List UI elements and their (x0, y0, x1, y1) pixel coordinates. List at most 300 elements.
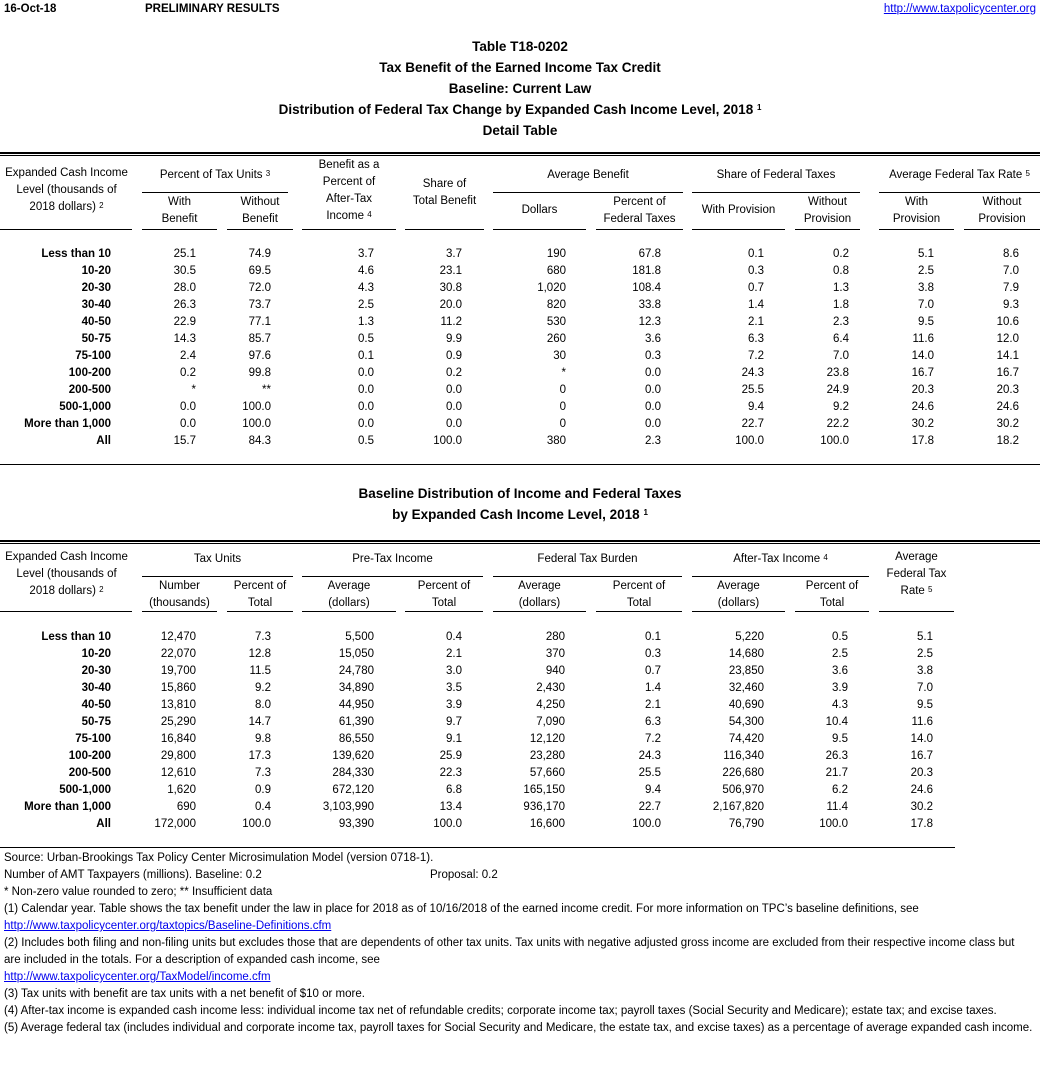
cell-value: 16.7 (996, 367, 1019, 379)
table-row (0, 816, 1040, 833)
cell-value: 23,280 (529, 750, 565, 762)
table-row (0, 697, 1040, 714)
cell-value: 0.0 (180, 401, 196, 413)
cell-value: 97.6 (248, 350, 271, 362)
baseline-label: Baseline: Current Law (448, 81, 592, 96)
cell-value: 0.7 (645, 665, 661, 677)
table-row (0, 331, 1040, 348)
cell-value: 0.0 (446, 384, 462, 396)
cell-value: 23.1 (439, 265, 462, 277)
cell-value: 3.8 (917, 665, 933, 677)
cell-value: 9.7 (446, 716, 462, 728)
table-row (0, 382, 1040, 399)
cell-value: 9.5 (832, 733, 848, 745)
header-with-benefit: With Benefit (161, 196, 198, 225)
row-label: 200-500 (68, 384, 111, 396)
cell-value: 40,690 (728, 699, 764, 711)
header-burden-pct: Percent of Total (612, 580, 666, 609)
report-date: 16-Oct-18 (4, 3, 57, 15)
cell-value: 0.4 (255, 801, 271, 813)
cell-value: 21.7 (825, 767, 848, 779)
cell-value: 2.5 (832, 648, 848, 660)
tpc-website-link[interactable]: http://www.taxpolicycenter.org (883, 3, 1036, 15)
cell-value: 7.2 (748, 350, 764, 362)
header-pct-fed-taxes: Percent of Federal Taxes (603, 196, 676, 225)
cell-value: 260 (546, 333, 566, 345)
cell-value: 11.6 (911, 716, 933, 728)
row-label: More than 1,000 (24, 801, 111, 813)
cell-value: 100.0 (819, 818, 848, 830)
cell-value: 0.5 (832, 631, 848, 643)
cell-value: 3.5 (446, 682, 462, 694)
header-percent-tax-units: Percent of Tax Units $^3$ (159, 169, 271, 181)
cell-value: 30.2 (910, 801, 933, 813)
cell-value: 0.0 (446, 418, 462, 430)
cell-value: 14.3 (173, 333, 196, 345)
cell-value: 12.8 (248, 648, 271, 660)
cell-value: 2.1 (748, 316, 764, 328)
table-row (0, 280, 1040, 297)
table-row (0, 629, 1040, 646)
cell-value: 172,000 (154, 818, 196, 830)
cell-value: 0.1 (645, 631, 661, 643)
cell-value: 30.5 (173, 265, 196, 277)
cell-value: 25.1 (173, 248, 196, 260)
asterisk-legend: * Non-zero value rounded to zero; ** Insufficient data (4, 886, 273, 898)
cell-value: 0.0 (645, 401, 661, 413)
cell-value: 7.2 (645, 733, 661, 745)
cell-value: 14.0 (911, 350, 934, 362)
cell-value: 24.6 (910, 784, 933, 796)
cell-value: 4.3 (358, 282, 374, 294)
cell-value: 16,600 (529, 818, 565, 830)
cell-value: 1.4 (645, 682, 661, 694)
cell-value: 14,680 (728, 648, 764, 660)
cell-value: 17.3 (248, 750, 271, 762)
cell-value: 100.0 (820, 435, 849, 447)
header-fed-tax-burden: Federal Tax Burden (537, 553, 638, 565)
row-label: Less than 10 (41, 248, 111, 260)
cell-value: 12,610 (160, 767, 196, 779)
footnotes (4, 850, 1034, 1037)
cell-value: 3,103,990 (322, 801, 374, 813)
cell-value: 11.2 (440, 316, 462, 328)
row-label: All (96, 818, 111, 830)
baseline-table-top-border (0, 540, 1040, 544)
header-burden-avg: Average (dollars) (518, 580, 561, 609)
baseline-definitions-link[interactable]: http://www.taxpolicycenter.org/taxtopics/Baseline-Definitions.cfm (4, 920, 332, 932)
cell-value: 3.7 (358, 248, 374, 260)
cell-value: 13.4 (439, 801, 462, 813)
cell-value: 820 (546, 299, 566, 311)
cell-value: 0.2 (446, 367, 462, 379)
row-label: 75-100 (75, 350, 111, 362)
cell-value: 1.3 (358, 316, 374, 328)
cell-value: 108.4 (632, 282, 661, 294)
row-label: More than 1,000 (24, 418, 111, 430)
header-rate-without-provision: Without Provision (978, 196, 1026, 225)
cell-value: 4.3 (832, 699, 848, 711)
cell-value: 2,430 (536, 682, 565, 694)
header-share-total-benefit: Share of Total Benefit (412, 178, 477, 207)
cell-value: 24.9 (826, 384, 849, 396)
amt-note: Number of AMT Taxpayers (millions). Baseline: 0.2 Proposal: 0.2 (4, 869, 498, 881)
header-share-fed-taxes: Share of Federal Taxes (716, 169, 836, 181)
cell-value: 22,070 (160, 648, 196, 660)
cell-value: 22.3 (439, 767, 462, 779)
cell-value: 100.0 (242, 418, 271, 430)
cell-value: 9.9 (446, 333, 462, 345)
cell-value: 14.0 (910, 733, 933, 745)
cell-value: 680 (546, 265, 566, 277)
cell-value: 1,620 (167, 784, 196, 796)
cell-value: 74,420 (728, 733, 764, 745)
cell-value: 29,800 (160, 750, 196, 762)
cell-value: 8.6 (1003, 248, 1019, 260)
cell-value: 30.2 (911, 418, 934, 430)
cell-value: 2.5 (917, 648, 933, 660)
cell-value: 0.1 (358, 350, 374, 362)
cell-value: 28.0 (173, 282, 196, 294)
cell-value: 1,020 (537, 282, 566, 294)
cell-value: 12,470 (160, 631, 196, 643)
cell-value: 13,810 (160, 699, 196, 711)
cell-value: 24.3 (638, 750, 661, 762)
cell-value: 16.7 (910, 750, 933, 762)
cell-value: 10.6 (996, 316, 1019, 328)
cell-value: 0.9 (255, 784, 271, 796)
cell-value: 25.5 (638, 767, 661, 779)
cell-value: 0.0 (446, 401, 462, 413)
cell-value: 33.8 (638, 299, 661, 311)
cell-value: 506,970 (722, 784, 764, 796)
cell-value: 7,090 (536, 716, 565, 728)
cell-value: 23.8 (826, 367, 849, 379)
table-row (0, 748, 1040, 765)
cell-value: 5.1 (918, 248, 934, 260)
table-row (0, 714, 1040, 731)
cell-value: 76,790 (728, 818, 764, 830)
table-row (0, 433, 1040, 450)
baseline-table-title: Baseline Distribution of Income and Federal Taxes by Expanded Cash Income Level, 2018 $^1$ (358, 486, 682, 522)
cell-value: 1.4 (748, 299, 764, 311)
table-row (0, 399, 1040, 416)
cell-value: 26.3 (825, 750, 848, 762)
cell-value: 3.9 (446, 699, 462, 711)
table-top-border (0, 152, 1040, 156)
cell-value: 11.4 (826, 801, 848, 813)
cell-value: 2.1 (645, 699, 661, 711)
cell-value: 9.5 (917, 699, 933, 711)
table-row (0, 646, 1040, 663)
cell-value: 9.5 (918, 316, 934, 328)
header-without-benefit: Without Benefit (240, 196, 280, 225)
cell-value: 5.1 (917, 631, 933, 643)
cell-value: 5,500 (345, 631, 374, 643)
cell-value: 15,860 (160, 682, 196, 694)
table-row (0, 246, 1040, 263)
row-label: 75-100 (75, 733, 111, 745)
header-pretax-income: Pre-Tax Income (352, 553, 433, 565)
cell-value: 7.3 (255, 767, 271, 779)
header-avg-fed-rate-2: Average Federal Tax Rate $^5$ (886, 551, 947, 597)
cell-value: 32,460 (728, 682, 764, 694)
cell-value: 6.8 (446, 784, 462, 796)
cell-value: 14.7 (248, 716, 271, 728)
table-number: Table T18-0202 (472, 39, 568, 54)
cell-value: 16,840 (160, 733, 196, 745)
cell-value: 0.0 (358, 418, 374, 430)
header-number-thousands: Number (thousands) (149, 580, 210, 609)
cell-value: 0.3 (645, 648, 661, 660)
row-label: 50-75 (81, 333, 111, 345)
cell-value: 23,850 (728, 665, 764, 677)
cell-value: * (191, 384, 196, 396)
cell-value: 54,300 (728, 716, 764, 728)
cell-value: 20.3 (996, 384, 1019, 396)
cell-value: 22.2 (826, 418, 849, 430)
header-rate-with-provision: With Provision (892, 196, 941, 225)
cell-value: 9.1 (446, 733, 462, 745)
cell-value: 4,250 (536, 699, 565, 711)
cell-value: 12.0 (996, 333, 1019, 345)
cell-value: 20.0 (439, 299, 462, 311)
cell-value: 0.3 (748, 265, 764, 277)
cell-value: 100.0 (433, 435, 462, 447)
row-label: 10-20 (81, 648, 111, 660)
cell-value: 57,660 (529, 767, 565, 779)
cell-value: 67.8 (638, 248, 661, 260)
cell-value: 12,120 (529, 733, 565, 745)
table-row (0, 297, 1040, 314)
cell-value: 19,700 (160, 665, 196, 677)
cell-value: 0 (559, 384, 566, 396)
cell-value: 116,340 (723, 750, 764, 762)
cell-value: 2.1 (446, 648, 462, 660)
cell-value: 86,550 (338, 733, 374, 745)
cell-value: 6.4 (833, 333, 849, 345)
footnote-2: (2) Includes both filing and non-filing units but excludes those that are dependents of other tax units. Tax units with negative adjusted gross income are excluded from their respective income class but are included in the totals. For a description of expanded cash income, see (4, 937, 1015, 966)
header-average-benefit: Average Benefit (547, 169, 629, 181)
cell-value: 9.2 (255, 682, 271, 694)
header-tax-units: Tax Units (193, 553, 242, 565)
header-pretax-pct: Percent of Total (417, 580, 471, 609)
cell-value: 940 (545, 665, 565, 677)
cell-value: 690 (176, 801, 196, 813)
cell-value: 10.4 (825, 716, 848, 728)
cell-value: 15,050 (338, 648, 374, 660)
table-title (0, 36, 1040, 141)
cell-value: 69.5 (248, 265, 271, 277)
table-row (0, 680, 1040, 697)
cell-value: 30.2 (996, 418, 1019, 430)
row-label: 500-1,000 (59, 784, 111, 796)
cell-value: 0.2 (180, 367, 196, 379)
cell-value: 0.1 (748, 248, 764, 260)
cell-value: 5,220 (735, 631, 764, 643)
cell-value: 0.0 (645, 367, 661, 379)
row-label: 100-200 (68, 750, 111, 762)
cell-value: 530 (546, 316, 566, 328)
row-label: 100-200 (68, 367, 111, 379)
cell-value: 22.7 (638, 801, 661, 813)
cell-value: 100.0 (242, 401, 271, 413)
cell-value: 24.3 (741, 367, 764, 379)
detail-table-label: Detail Table (482, 123, 558, 138)
cell-value: 0.0 (358, 401, 374, 413)
cell-value: 190 (546, 248, 566, 260)
header-aftertax-pct: Percent of Total (805, 580, 859, 609)
table-row (0, 799, 1040, 816)
source-note: Source: Urban-Brookings Tax Policy Center Microsimulation Model (version 0718-1). (4, 852, 434, 864)
cell-value: 9.8 (255, 733, 271, 745)
cell-value: 226,680 (722, 767, 764, 779)
cell-value: * (561, 367, 566, 379)
cell-value: 12.3 (638, 316, 661, 328)
cell-value: 17.8 (911, 435, 934, 447)
cell-value: 2.3 (833, 316, 849, 328)
cell-value: 61,390 (338, 716, 374, 728)
cell-value: 25,290 (160, 716, 196, 728)
cell-value: 22.9 (173, 316, 196, 328)
cell-value: 16.7 (911, 367, 934, 379)
cell-value: 284,330 (332, 767, 374, 779)
cell-value: 77.1 (248, 316, 271, 328)
table-row (0, 765, 1040, 782)
cell-value: 34,890 (338, 682, 374, 694)
distribution-title: Distribution of Federal Tax Change by Expanded Cash Income Level, 2018 $^1$ (278, 102, 762, 117)
table-row (0, 731, 1040, 748)
cell-value: 17.8 (910, 818, 933, 830)
cell-value: 2.5 (918, 265, 934, 277)
table-subject: Tax Benefit of the Earned Income Tax Credit (379, 60, 661, 75)
cell-value: 0.0 (358, 384, 374, 396)
header-aftertax-income: After-Tax Income $^4$ (733, 553, 828, 565)
cell-value: 6.3 (645, 716, 661, 728)
cell-value: 2.4 (180, 350, 196, 362)
cell-value: 0.4 (446, 631, 462, 643)
cell-value: 7.3 (255, 631, 271, 643)
cell-value: 25.5 (741, 384, 764, 396)
row-label: 200-500 (68, 767, 111, 779)
cell-value: 24.6 (911, 401, 934, 413)
cell-value: 3.6 (645, 333, 661, 345)
cell-value: 84.3 (248, 435, 271, 447)
cell-value: 99.8 (248, 367, 271, 379)
header-without-provision: Without Provision (803, 196, 852, 225)
cell-value: 25.9 (439, 750, 462, 762)
cell-value: 0 (559, 401, 566, 413)
cell-value: 9.4 (645, 784, 661, 796)
row-label: 20-30 (81, 665, 111, 677)
footnote-3: (3) Tax units with benefit are tax units with a net benefit of $10 or more. (4, 988, 365, 1000)
header-income-level-2: Expanded Cash Income Level (thousands of 2018 dollars) $^2$ (5, 551, 128, 597)
table-row (0, 663, 1040, 680)
income-definition-link[interactable]: http://www.taxpolicycenter.org/TaxModel/income.cfm (4, 971, 271, 983)
header-with-provision: With Provision (701, 204, 776, 216)
row-label: All (96, 435, 111, 447)
row-label: 40-50 (81, 316, 111, 328)
cell-value: 3.8 (918, 282, 934, 294)
cell-value: 0.9 (446, 350, 462, 362)
cell-value: 0.0 (358, 367, 374, 379)
cell-value: 0 (559, 418, 566, 430)
cell-value: 30.8 (439, 282, 462, 294)
cell-value: 2.3 (645, 435, 661, 447)
cell-value: 20.3 (911, 384, 934, 396)
cell-value: 22.7 (741, 418, 764, 430)
cell-value: 100.0 (735, 435, 764, 447)
cell-value: 139,620 (332, 750, 374, 762)
cell-value: 74.9 (248, 248, 271, 260)
header-aftertax-avg: Average (dollars) (717, 580, 760, 609)
cell-value: 3.6 (832, 665, 848, 677)
cell-value: 3.7 (446, 248, 462, 260)
header-avg-fed-tax-rate: Average Federal Tax Rate $^5$ (889, 169, 1030, 181)
row-label: 30-40 (81, 299, 111, 311)
footnote-1: (1) Calendar year. Table shows the tax benefit under the law in place for 2018 as of 10/16/2018 of the earned income credit. For more information on TPC’s baseline definitions, see (4, 903, 919, 915)
cell-value: 7.0 (918, 299, 934, 311)
row-label: 50-75 (81, 716, 111, 728)
cell-value: 30 (553, 350, 566, 362)
row-label: 10-20 (81, 265, 111, 277)
cell-value: 100.0 (242, 818, 271, 830)
cell-value: 15.7 (173, 435, 196, 447)
header-pretax-avg: Average (dollars) (327, 580, 371, 609)
cell-value: 0.5 (358, 333, 374, 345)
cell-value: 0.5 (358, 435, 374, 447)
cell-value: 9.2 (833, 401, 849, 413)
cell-value: 3.0 (446, 665, 462, 677)
cell-value: 280 (545, 631, 565, 643)
cell-value: 100.0 (632, 818, 661, 830)
cell-value: 14.1 (996, 350, 1019, 362)
cell-value: 4.6 (358, 265, 374, 277)
row-label: 500-1,000 (59, 401, 111, 413)
cell-value: 6.3 (748, 333, 764, 345)
cell-value: 3.9 (832, 682, 848, 694)
cell-value: 6.2 (832, 784, 848, 796)
header-dollars: Dollars (521, 204, 558, 216)
cell-value: 380 (546, 435, 566, 447)
cell-value: 7.9 (1003, 282, 1019, 294)
cell-value: 2.5 (358, 299, 374, 311)
cell-value: 181.8 (632, 265, 661, 277)
cell-value: 9.3 (1003, 299, 1019, 311)
table-row (0, 314, 1040, 331)
cell-value: 11.5 (249, 665, 271, 677)
cell-value: 7.0 (833, 350, 849, 362)
cell-value: 0.0 (645, 418, 661, 430)
cell-value: 1.3 (833, 282, 849, 294)
table-row (0, 416, 1040, 433)
row-label: 30-40 (81, 682, 111, 694)
cell-value: 0.0 (180, 418, 196, 430)
footnote-5: (5) Average federal tax (includes individual and corporate income tax, payroll taxes for Social Security and Medicare, the estate tax, and excise taxes) as a percentage of average expanded cash income. (4, 1022, 1033, 1034)
cell-value: 8.0 (255, 699, 271, 711)
cell-value: 0.7 (748, 282, 764, 294)
cell-value: 0.3 (645, 350, 661, 362)
cell-value: 20.3 (910, 767, 933, 779)
cell-value: 936,170 (523, 801, 565, 813)
baseline-table-bottom-border (0, 847, 955, 848)
cell-value: 93,390 (338, 818, 374, 830)
preliminary-results-label: PRELIMINARY RESULTS (145, 3, 280, 15)
cell-value: 0.0 (645, 384, 661, 396)
header-benefit-pct-aftertax: Benefit as a Percent of After-Tax Income $^4$ (318, 159, 380, 222)
header-income-level: Expanded Cash Income Level (thousands of 2018 dollars) $^2$ (5, 167, 128, 213)
cell-value: 11.6 (912, 333, 934, 345)
